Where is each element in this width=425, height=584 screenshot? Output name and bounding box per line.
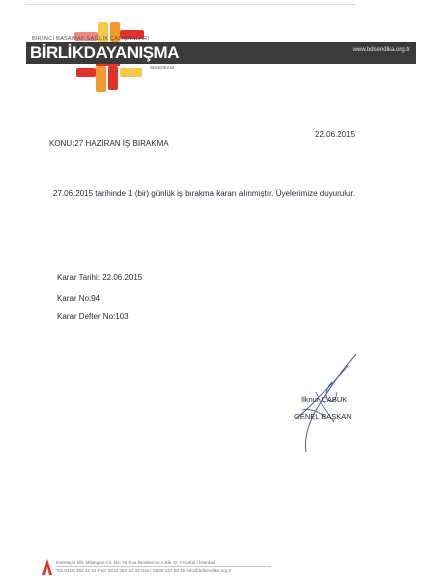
website-url: www.bdsendika.org.tr xyxy=(352,47,410,53)
document-date: 22.06.2015 xyxy=(315,130,356,139)
org-tagline: BİRİNCİ BASAMAK SAĞLIK ÇALIŞANLARI xyxy=(32,36,150,42)
footer-rule xyxy=(56,566,271,567)
letterhead xyxy=(26,22,416,102)
org-name-part-2: DAYANIŞMA xyxy=(83,43,179,62)
document-body: 27.06.2015 tarihinde 1 (bir) günlük iş bırakma kararı alınmıştır. Üyelerimize duyurulur. xyxy=(53,189,355,198)
header-top-rule xyxy=(26,4,356,5)
org-name-part-1: BİRLİK xyxy=(30,43,84,62)
footer-address: Esentepe Mh. Milangaz Cd. No: 75 Kva Residence A Blk. D: 3 Kartal / İstanbul xyxy=(56,560,216,565)
decision-date: Karar Tarihi: 22.06.2015 xyxy=(57,273,143,282)
signatory-title: GENEL BAŞKAN xyxy=(294,412,352,421)
decision-book-number: Karar Defter No:103 xyxy=(57,312,129,321)
signature-scribble xyxy=(286,352,366,462)
org-name xyxy=(30,42,179,64)
footer-logo-icon xyxy=(40,555,54,577)
decision-number: Karar No:94 xyxy=(57,294,101,303)
org-subtitle: SENDİKASI xyxy=(150,65,175,70)
footer-contact: Tel: 0216 353 42 43 Fax: 0216 353 42 43 Gsm: 0506 157 68 45 info@bdsendika.org.tr xyxy=(56,568,232,573)
signatory-name: İlknur ÇABUK xyxy=(301,395,348,404)
document-subject: KONU:27 HAZİRAN İŞ BIRAKMA xyxy=(49,139,169,148)
